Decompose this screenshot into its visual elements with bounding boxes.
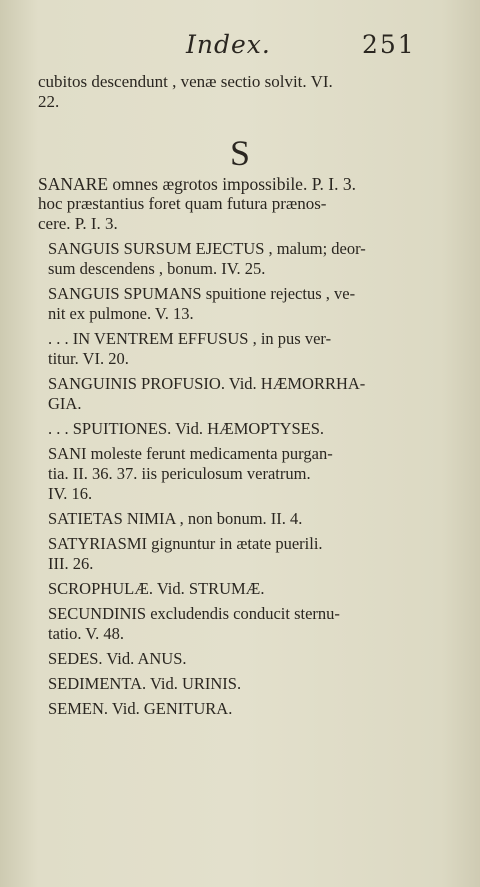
entry-line: SANGUIS SURSUM EJECTUS , malum; deor- <box>48 239 366 258</box>
index-entries <box>38 174 418 724</box>
entry-line: . . . IN VENTREM EFFUSUS , in pus ver- <box>48 329 332 348</box>
index-entry <box>38 604 418 644</box>
index-entry <box>38 239 418 279</box>
index-entry <box>38 649 418 669</box>
continuation-entry <box>38 72 418 112</box>
index-entry <box>38 374 418 414</box>
entry-line: SANGUIS SPUMANS spuitione rejectus , ve- <box>48 284 356 303</box>
entry-line: SEDIMENTA. Vid. URINIS. <box>48 674 242 693</box>
index-entry <box>38 419 418 439</box>
entry-line: hoc præstantius foret quam futura prænos- <box>38 194 327 213</box>
entry-line: tia. II. 36. 37. iis periculosum veratrum. <box>48 464 311 483</box>
entry-line: nit ex pulmone. V. 13. <box>48 304 194 323</box>
entry-line: SECUNDINIS excludendis conducit sternu- <box>48 604 340 623</box>
continuation-line: 22. <box>38 92 60 111</box>
entry-line: SANI moleste ferunt medicamenta purgan- <box>48 444 333 463</box>
entry-line: sum descendens , bonum. IV. 25. <box>48 259 266 278</box>
entry-line: SATIETAS NIMIA , non bonum. II. 4. <box>48 509 303 528</box>
index-entry <box>38 444 418 504</box>
index-entry <box>38 284 418 324</box>
index-entry <box>38 579 418 599</box>
index-entry <box>38 534 418 574</box>
section-letter: S <box>229 133 251 173</box>
continuation-line: cubitos descendunt , venæ sectio solvit. VI. <box>38 72 333 91</box>
entry-line: . . . SPUITIONES. Vid. HÆMOPTYSES. <box>48 419 325 438</box>
entry-line: SCROPHULÆ. Vid. STRUMÆ. <box>48 579 265 598</box>
index-entry <box>38 674 418 694</box>
entry-line: IV. 16. <box>48 484 93 503</box>
entry-line: GIA. <box>48 394 82 413</box>
entry-line: cere. P. I. 3. <box>38 214 118 233</box>
entry-line: SEMEN. Vid. GENITURA. <box>48 699 233 718</box>
running-title: Index. <box>186 30 271 59</box>
entry-line: SEDES. Vid. ANUS. <box>48 649 187 668</box>
index-entry <box>38 509 418 529</box>
page-number: 251 <box>362 30 416 59</box>
entry-line: III. 26. <box>48 554 94 573</box>
entry-line: titur. VI. 20. <box>48 349 129 368</box>
entry-line: SANARE omnes ægrotos impossibile. P. I. 3. <box>38 174 356 194</box>
running-head <box>0 30 480 66</box>
entry-line: SATYRIASMI gignuntur in ætate puerili. <box>48 534 323 553</box>
entry-line: SANGUINIS PROFUSIO. Vid. HÆMORRHA- <box>48 374 366 393</box>
entry-line: tatio. V. 48. <box>48 624 124 643</box>
index-entry <box>38 329 418 369</box>
index-entry <box>38 174 418 234</box>
index-entry <box>38 699 418 719</box>
